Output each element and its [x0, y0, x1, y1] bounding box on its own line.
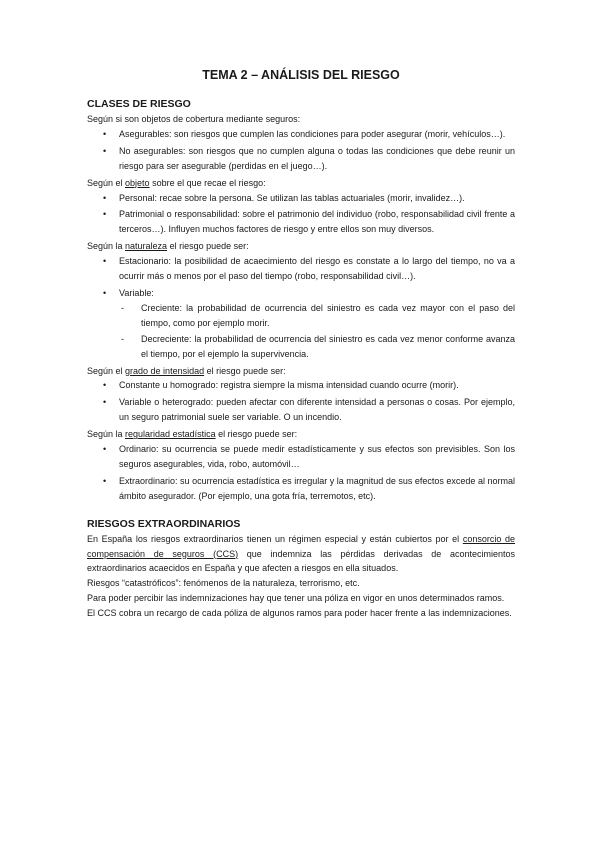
dash-icon: -	[121, 333, 124, 344]
list-item: • Variable o heterogrado: pueden afectar con diferente intensidad a personas o cosas. Por ejemplo, un seguro patrimonial suele ser variable. O un incendio.	[103, 397, 515, 423]
list-item: • Constante u homogrado: registra siempre la misma intensidad cuando ocurre (morir).	[87, 378, 515, 393]
sublist-variable	[119, 301, 515, 362]
section-heading-clases: CLASES DE RIESGO	[87, 98, 191, 110]
list-item: • No asegurables: son riesgos que no cumplen alguna o todas las condiciones que debe reunir un riesgo para ser asegurable (perdidas en el juego…).	[103, 145, 515, 171]
page-title: TEMA 2 – ANÁLISIS DEL RIESGO	[202, 68, 400, 82]
list-item: • Extraordinario: su ocurrencia estadística es irregular y la magnitud de sus efectos excede al normal ámbito asegurador. (Por ejemplo, una gota fría, terremotos, etc).	[103, 475, 515, 501]
bullet-icon: •	[103, 397, 107, 408]
intro-objeto: Según el objeto sobre el que recae el riesgo:	[87, 177, 266, 188]
list-item: • Estacionario: la posibilidad de acaecimiento del riesgo es constate a lo largo del tiempo, no va a ocurrir más o menos por el paso del tiempo (robo, responsabilidad civil…).	[103, 256, 515, 282]
list-item: • Personal: recae sobre la persona. Se utilizan las tablas actuariales (morir, invalidez…).	[87, 191, 515, 206]
list-item: • Variable: - Creciente: la probabilidad de ocurrencia del siniestro es cada vez mayor con el paso del tiempo, como por ejemplo morir. - Decreciente: la probabilidad de ocurrencia del siniestro es cada vez menor conforme avanza el tiempo, por el ejemplo la supervivencia.	[87, 286, 515, 362]
section-heading-extraordinarios: RIESGOS EXTRAORDINARIOS	[87, 517, 241, 530]
paragraph-catastroficos: Riesgos “catastróficos”: fenómenos de la naturaleza, terrorismo, etc.	[87, 578, 360, 589]
document-page	[87, 68, 515, 621]
list-item: • Patrimonial o responsabilidad: sobre el patrimonio del individuo (robo, responsabilidad civil frente a terceros…). Influyen muchos factores de riesgo y entre ellos son muy diversos.	[103, 209, 515, 235]
list-regularidad	[87, 442, 515, 504]
paragraph-ccs: En España los riesgos extraordinarios tienen un régimen especial y están cubiertos por el consorcio de compensación de seguros (CCS) que indemniza las pérdidas derivadas de acontecimientos extraordinarios acaecidos en España y que afecten a riesgos en ella situados.	[87, 533, 516, 574]
intro-naturaleza: Según la naturaleza el riesgo puede ser:	[87, 241, 249, 252]
list-item: • Asegurables: son riesgos que cumplen las condiciones para poder asegurar (morir, vehículos…).	[87, 127, 515, 142]
paragraph-recargo: El CCS cobra un recargo de cada póliza de algunos ramos para poder hacer frente a las indemnizaciones.	[87, 608, 512, 619]
list-naturaleza	[87, 254, 515, 361]
bullet-icon: •	[103, 145, 107, 156]
list-cobertura	[87, 127, 515, 174]
dash-icon: -	[121, 302, 124, 313]
intro-cobertura: Según si son objetos de cobertura mediante seguros:	[87, 114, 301, 124]
intro-intensidad: Según el grado de intensidad el riesgo puede ser:	[87, 365, 286, 376]
bullet-icon: •	[103, 380, 107, 391]
list-item: - Creciente: la probabilidad de ocurrencia del siniestro es cada vez mayor con el paso del tiempo, como por ejemplo morir.	[121, 302, 515, 328]
list-item: • Ordinario: su ocurrencia se puede medir estadísticamente y sus efectos son previsibles. Son los seguros asegurables, vida, robo, automóvil…	[103, 444, 515, 469]
bullet-icon: •	[103, 192, 107, 203]
bullet-icon: •	[103, 444, 107, 455]
bullet-icon: •	[103, 287, 107, 298]
bullet-icon: •	[103, 209, 107, 220]
list-item: - Decreciente: la probabilidad de ocurrencia del siniestro es cada vez menor conforme avanza el tiempo, por el ejemplo la supervivencia.	[121, 333, 515, 359]
paragraph-poliza: Para poder percibir las indemnizaciones hay que tener una póliza en vigor en unos determinados ramos.	[87, 593, 505, 604]
list-objeto	[87, 191, 515, 238]
bullet-icon: •	[103, 256, 107, 267]
list-intensidad	[87, 378, 515, 425]
bullet-icon: •	[103, 475, 107, 486]
bullet-icon: •	[103, 128, 107, 139]
intro-regularidad: Según la regularidad estadística el riesgo puede ser:	[87, 429, 298, 440]
